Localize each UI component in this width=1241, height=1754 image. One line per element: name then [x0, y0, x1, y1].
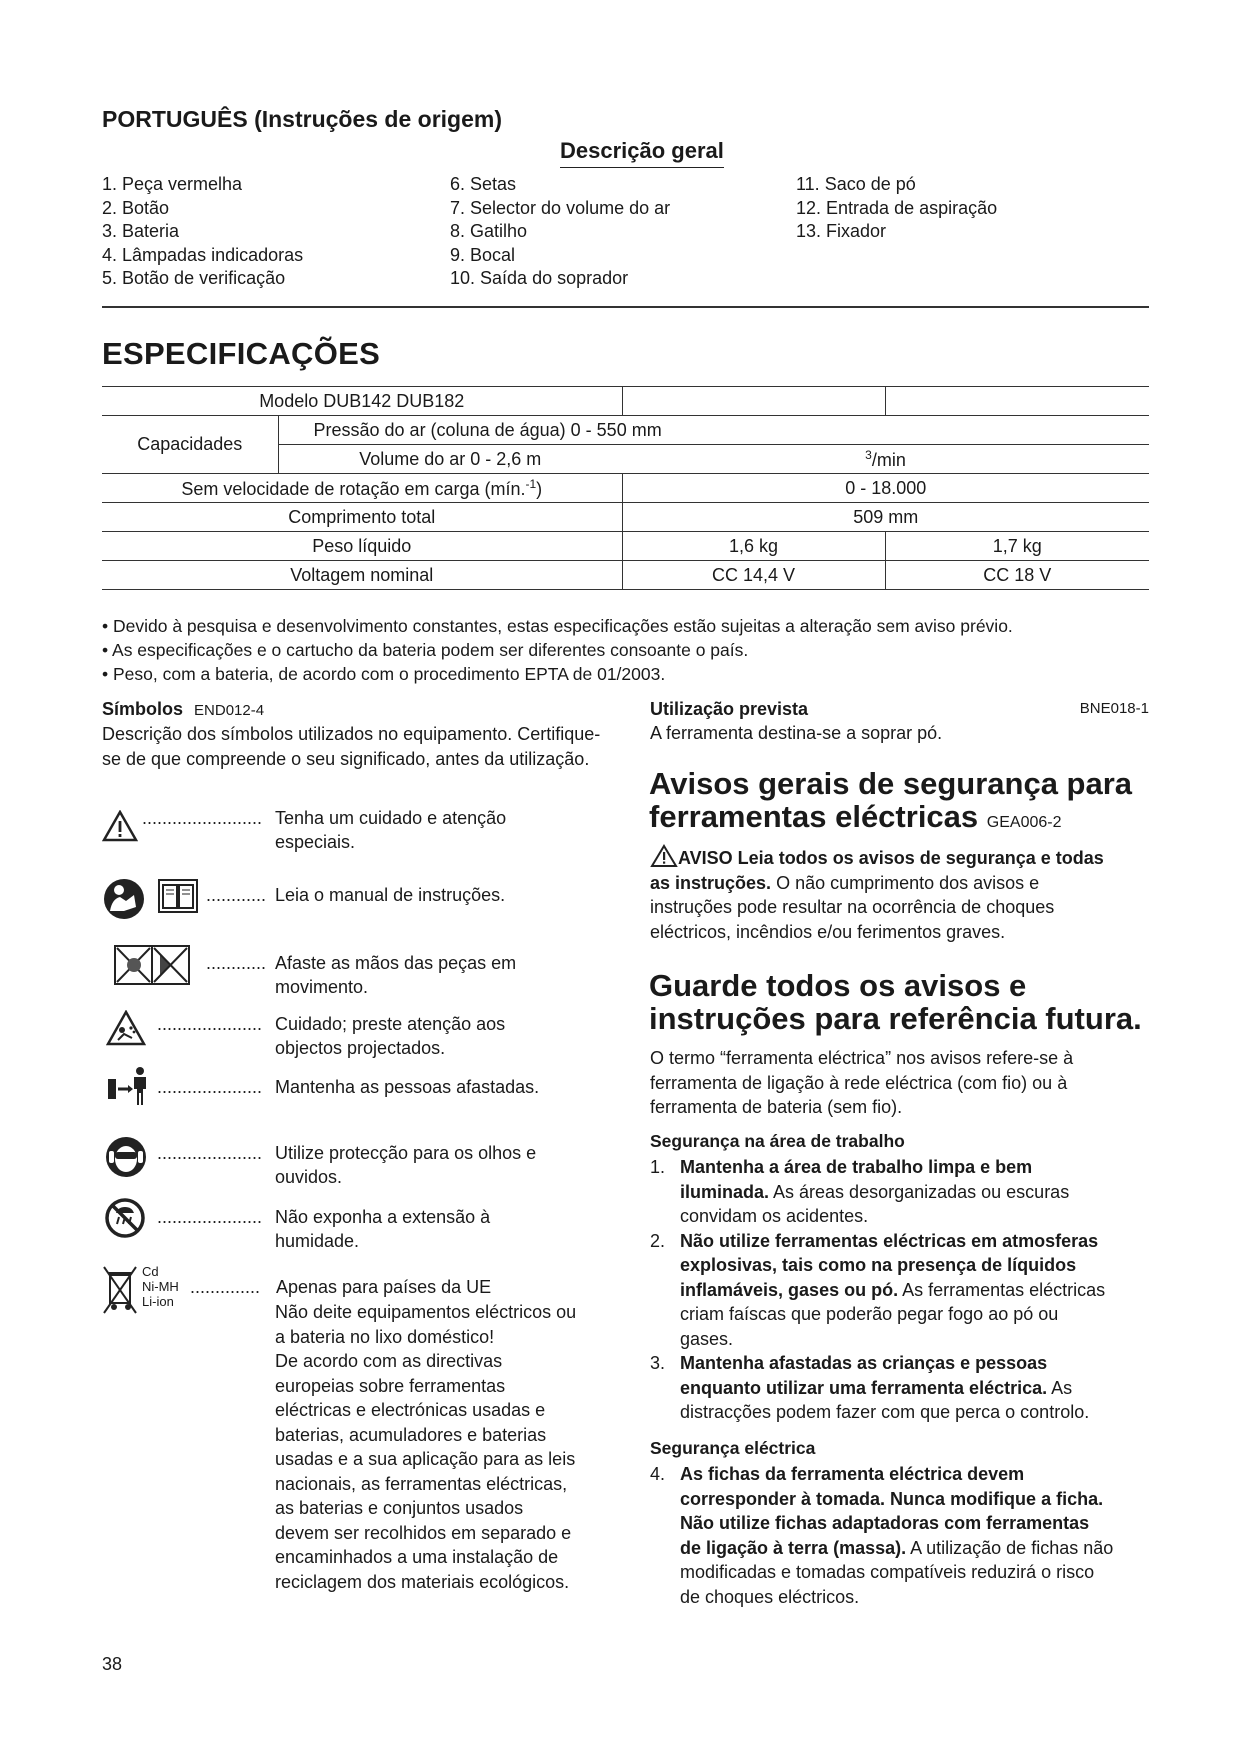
part-item: 4. Lâmpadas indicadoras: [102, 244, 304, 265]
warning-triangle-icon: [102, 810, 138, 842]
warning-paragraph: AVISO Leia todos os avisos de segurança e todas as instruções. O não cumprimento dos avisos e instruções pode resultar na ocorrência de choques eléctricos, incêndios e/ou ferimentos graves.: [650, 844, 1160, 944]
parts-column-2: [450, 173, 670, 291]
parts-column-1: [102, 173, 303, 291]
work-area-list: [650, 1155, 1105, 1425]
net-weight-dub142: 1,6 kg: [622, 532, 885, 561]
list-item: 1. Mantenha a área de trabalho limpa e bem iluminada. As áreas desorganizadas ou escuras convidam os acidentes.: [650, 1157, 1070, 1226]
net-weight-label: Peso líquido: [102, 532, 622, 561]
list-item: 2. Não utilize ferramentas eléctricas em atmosferas explosivas, tais como na presença de líquidos inflamáveis, gases ou pó. As ferramentas eléctricas criam faíscas que poderão pegar fogo ao pó ou gases.: [650, 1230, 1106, 1349]
air-volume-unit-cell: $^3$/min: [622, 445, 1149, 474]
spec-notes: [102, 614, 1013, 686]
flying-debris-warning-icon: [106, 1010, 146, 1046]
table-row: [102, 561, 1149, 590]
rated-voltage-label: Voltagem nominal: [102, 561, 622, 590]
part-item: 5. Botão de verificação: [102, 268, 286, 288]
keep-instructions-title: Guarde todos os avisos e instruções para referência futura.: [649, 968, 1142, 1036]
hand-fan-warning-icon: [114, 945, 190, 985]
bystander-distance-icon: [106, 1065, 150, 1107]
symbols-heading: Símbolos END012-4: [102, 699, 265, 719]
symbols-intro: Descrição dos símbolos utilizados no equipamento. Certifique-se de que compreende o seu significado, antes da utilização.: [102, 724, 601, 769]
part-item: 2. Botão: [102, 197, 170, 218]
part-item: 9. Bocal: [450, 244, 516, 265]
intended-use-heading: Utilização prevista BNE018-1: [650, 699, 1149, 719]
rated-voltage-dub182: CC 18 V: [885, 561, 1149, 590]
no-load-speed-value: 0 - 18.000: [622, 474, 1149, 503]
warning-triangle-icon: [650, 844, 678, 868]
language-title: PORTUGUÊS (Instruções de origem): [102, 106, 503, 132]
general-warnings-title: Avisos gerais de segurança para ferramentas eléctricas GEA006-2: [649, 766, 1133, 834]
read-manual-person-icon: [102, 877, 146, 921]
no-rain-icon: [104, 1197, 146, 1239]
net-weight-dub182: 1,7 kg: [885, 532, 1149, 561]
part-item: 12. Entrada de aspiração: [796, 197, 998, 218]
parts-column-3: [796, 173, 997, 244]
capacities-label: Capacidades: [102, 416, 278, 474]
crossed-bin-icon: [102, 1265, 138, 1315]
eu-disposal-text: Não deite equipamentos eléctricos ou a bateria no lixo doméstico! De acordo com as directivas europeias sobre ferramentas eléctricas e electrónicas usadas e baterias, acumuladores e baterias usadas e a sua aplicação para as leis nacionais, as ferramentas eléctricas, as baterias e conjuntos usados devem ser recolhidos em separado e encaminhados a uma instalação de reciclagem dos materiais ecológicos.: [275, 1302, 577, 1592]
part-item: 1. Peça vermelha: [102, 174, 243, 194]
power-tool-definition: O termo “ferramenta eléctrica” nos avisos refere-se à ferramenta de ligação à rede eléctrica (com fio) ou à ferramenta de bateria (sem fio).: [650, 1048, 1074, 1117]
specifications-title: ESPECIFICAÇÕES: [102, 336, 381, 371]
part-item: 3. Bateria: [102, 221, 180, 241]
table-row: [102, 503, 1149, 532]
specifications-table: [102, 386, 1149, 590]
part-item: 6. Setas: [450, 174, 517, 194]
eye-ear-protection-icon: [104, 1135, 148, 1179]
overall-length-value: 509 mm: [622, 503, 1149, 532]
rated-voltage-dub142: CC 14,4 V: [622, 561, 885, 590]
electrical-safety-title: Segurança eléctrica: [650, 1438, 816, 1458]
model-cell: Modelo DUB142 DUB182: [102, 387, 622, 416]
part-item: 13. Fixador: [796, 221, 887, 241]
table-row: [102, 416, 1149, 445]
battery-type-labels: Cd Ni-MH Li-ion: [142, 1264, 179, 1309]
page-number: 38: [102, 1654, 123, 1674]
list-item: 3. Mantenha afastadas as crianças e pessoas enquanto utilizar uma ferramenta eléctrica. As distracções podem fazer com que perca o controlo.: [650, 1353, 1090, 1422]
table-row: [102, 474, 1149, 503]
air-pressure-cell: Pressão do ar (coluna de água) 0 - 550 mm: [278, 416, 1149, 445]
overall-length-label: Comprimento total: [102, 503, 622, 532]
note-item: • Devido à pesquisa e desenvolvimento constantes, estas especificações estão sujeitas a alteração sem aviso prévio.: [102, 616, 1013, 636]
empty-cell: [622, 387, 885, 416]
list-item: 4. As fichas da ferramenta eléctrica devem corresponder à tomada. Nunca modifique a ficha. Não utilize fichas adaptadoras com ferramentas de ligação à terra (massa). A utilização de fichas não modificadas e tomadas compatíveis reduzirá o risco de choques eléctricos.: [650, 1464, 1114, 1607]
work-area-title: Segurança na área de trabalho: [650, 1131, 905, 1151]
part-item: 10. Saída do soprador: [450, 268, 629, 288]
book-icon: [158, 879, 198, 913]
no-load-speed-label: Sem velocidade de rotação em carga (mín.$^{-1}$): [102, 474, 622, 503]
air-volume-cell: Volume do ar 0 - 2,6 m: [278, 445, 622, 474]
part-item: 7. Selector do volume do ar: [450, 197, 671, 218]
part-item: 8. Gatilho: [450, 221, 528, 241]
table-row: [102, 387, 1149, 416]
table-row: [102, 532, 1149, 561]
note-item: • As especificações e o cartucho da bateria podem ser diferentes consoante o país.: [102, 640, 749, 660]
empty-cell: [885, 387, 1149, 416]
part-item: 11. Saco de pó: [796, 174, 916, 194]
intended-use-text: A ferramenta destina-se a soprar pó.: [650, 723, 943, 743]
section-divider: [102, 306, 1149, 308]
description-title: Descrição geral: [560, 138, 724, 168]
note-item: • Peso, com a bateria, de acordo com o procedimento EPTA de 01/2003.: [102, 664, 666, 684]
electrical-safety-list: [650, 1462, 1113, 1609]
